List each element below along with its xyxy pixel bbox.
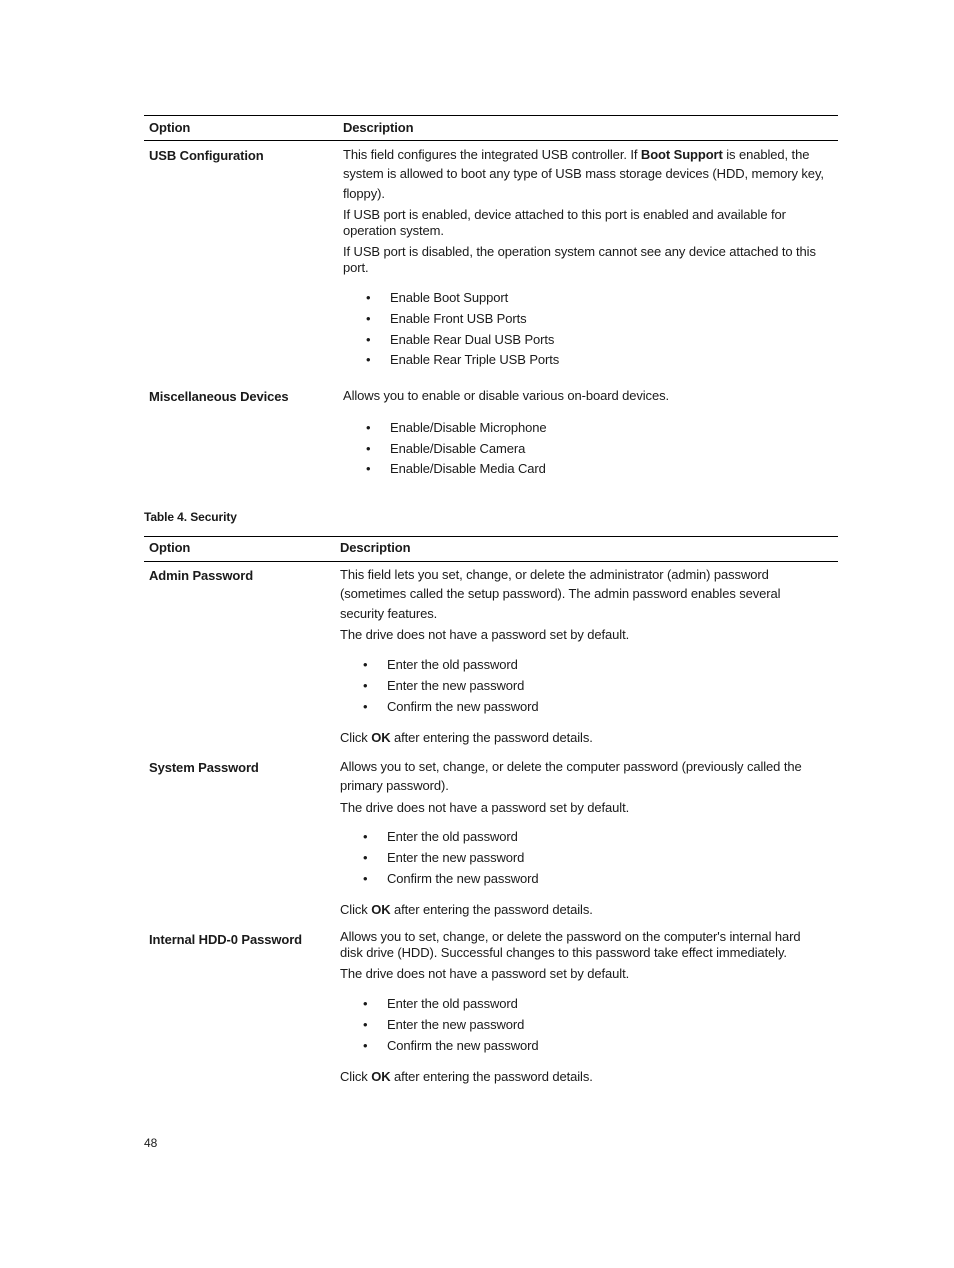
list-item: Enter the new password [387, 1017, 525, 1032]
list-item: Enter the old password [387, 829, 518, 844]
option-system-password: System Password [149, 760, 259, 775]
bullet-icon: • [366, 290, 371, 305]
bullet-icon: • [363, 1017, 368, 1032]
usb-desc-line: system is allowed to boot any type of USB mass storage devices (HDD, memory key, [343, 166, 824, 181]
list-item: Confirm the new password [387, 1038, 539, 1053]
list-item: Confirm the new password [387, 871, 539, 886]
bullet-icon: • [363, 678, 368, 693]
list-item: Enter the old password [387, 657, 518, 672]
usb-desc-line: If USB port is enabled, device attached to this port is enabled and available for [343, 207, 786, 222]
bullet-icon: • [363, 657, 368, 672]
bullet-icon: • [366, 352, 371, 367]
misc-desc-line: Allows you to enable or disable various on-board devices. [343, 388, 669, 403]
list-item: Enter the new password [387, 678, 525, 693]
usb-desc-line: floppy). [343, 186, 385, 201]
click-ok-instruction: Click OK after entering the password details. [340, 1069, 593, 1084]
bullet-icon: • [366, 441, 371, 456]
boot-support-term: Boot Support [640, 147, 723, 162]
list-item: Enter the new password [387, 850, 525, 865]
table-header-description: Description [343, 120, 414, 135]
admin-desc-line: This field lets you set, change, or delete the administrator (admin) password [340, 567, 769, 582]
table-header-option: Option [149, 540, 191, 555]
system-desc-line: The drive does not have a password set by default. [340, 800, 630, 815]
table-header-rule [144, 140, 838, 141]
bullet-icon: • [363, 1038, 368, 1053]
option-admin-password: Admin Password [149, 568, 254, 583]
system-desc-line: primary password). [340, 778, 449, 793]
list-item: Enable/Disable Microphone [390, 420, 547, 435]
list-item: Enter the old password [387, 996, 518, 1011]
bullet-icon: • [363, 871, 368, 886]
list-item: Enable Boot Support [390, 290, 509, 305]
table-top-rule [144, 115, 838, 116]
bullet-icon: • [363, 850, 368, 865]
click-ok-instruction: Click OK after entering the password details. [340, 730, 593, 745]
usb-desc-line: This field configures the integrated USB controller. If Boot Support is enabled, the [343, 147, 810, 162]
table-header-option: Option [149, 120, 191, 135]
system-desc-line: Allows you to set, change, or delete the computer password (previously called the [340, 759, 802, 774]
bullet-icon: • [363, 829, 368, 844]
usb-desc-line: port. [343, 260, 369, 275]
admin-desc-line: (sometimes called the setup password). The admin password enables several [340, 586, 781, 601]
bullet-icon: • [363, 699, 368, 714]
list-item: Confirm the new password [387, 699, 539, 714]
option-internal-hdd-password: Internal HDD-0 Password [149, 932, 303, 947]
click-ok-instruction: Click OK after entering the password details. [340, 902, 593, 917]
list-item: Enable Rear Triple USB Ports [390, 352, 560, 367]
admin-desc-line: The drive does not have a password set by default. [340, 627, 630, 642]
usb-desc-line: operation system. [343, 223, 444, 238]
list-item: Enable Rear Dual USB Ports [390, 332, 555, 347]
hdd-desc-line: The drive does not have a password set by default. [340, 966, 630, 981]
option-usb-configuration: USB Configuration [149, 148, 264, 163]
table-header-description: Description [340, 540, 411, 555]
list-item: Enable Front USB Ports [390, 311, 527, 326]
table-top-rule [144, 536, 838, 537]
page-number: 48 [144, 1136, 158, 1150]
bullet-icon: • [363, 996, 368, 1011]
table-caption: Table 4. Security [144, 510, 237, 524]
bullet-icon: • [366, 461, 371, 476]
admin-desc-line: security features. [340, 606, 438, 621]
list-item: Enable/Disable Media Card [390, 461, 546, 476]
bullet-icon: • [366, 420, 371, 435]
bullet-icon: • [366, 332, 371, 347]
option-miscellaneous-devices: Miscellaneous Devices [149, 389, 289, 404]
hdd-desc-line: disk drive (HDD). Successful changes to this password take effect immediately. [340, 945, 787, 960]
hdd-desc-line: Allows you to set, change, or delete the password on the computer's internal hard [340, 929, 801, 944]
bullet-icon: • [366, 311, 371, 326]
list-item: Enable/Disable Camera [390, 441, 526, 456]
table-header-rule [144, 561, 838, 562]
usb-desc-line: If USB port is disabled, the operation system cannot see any device attached to this [343, 244, 816, 259]
